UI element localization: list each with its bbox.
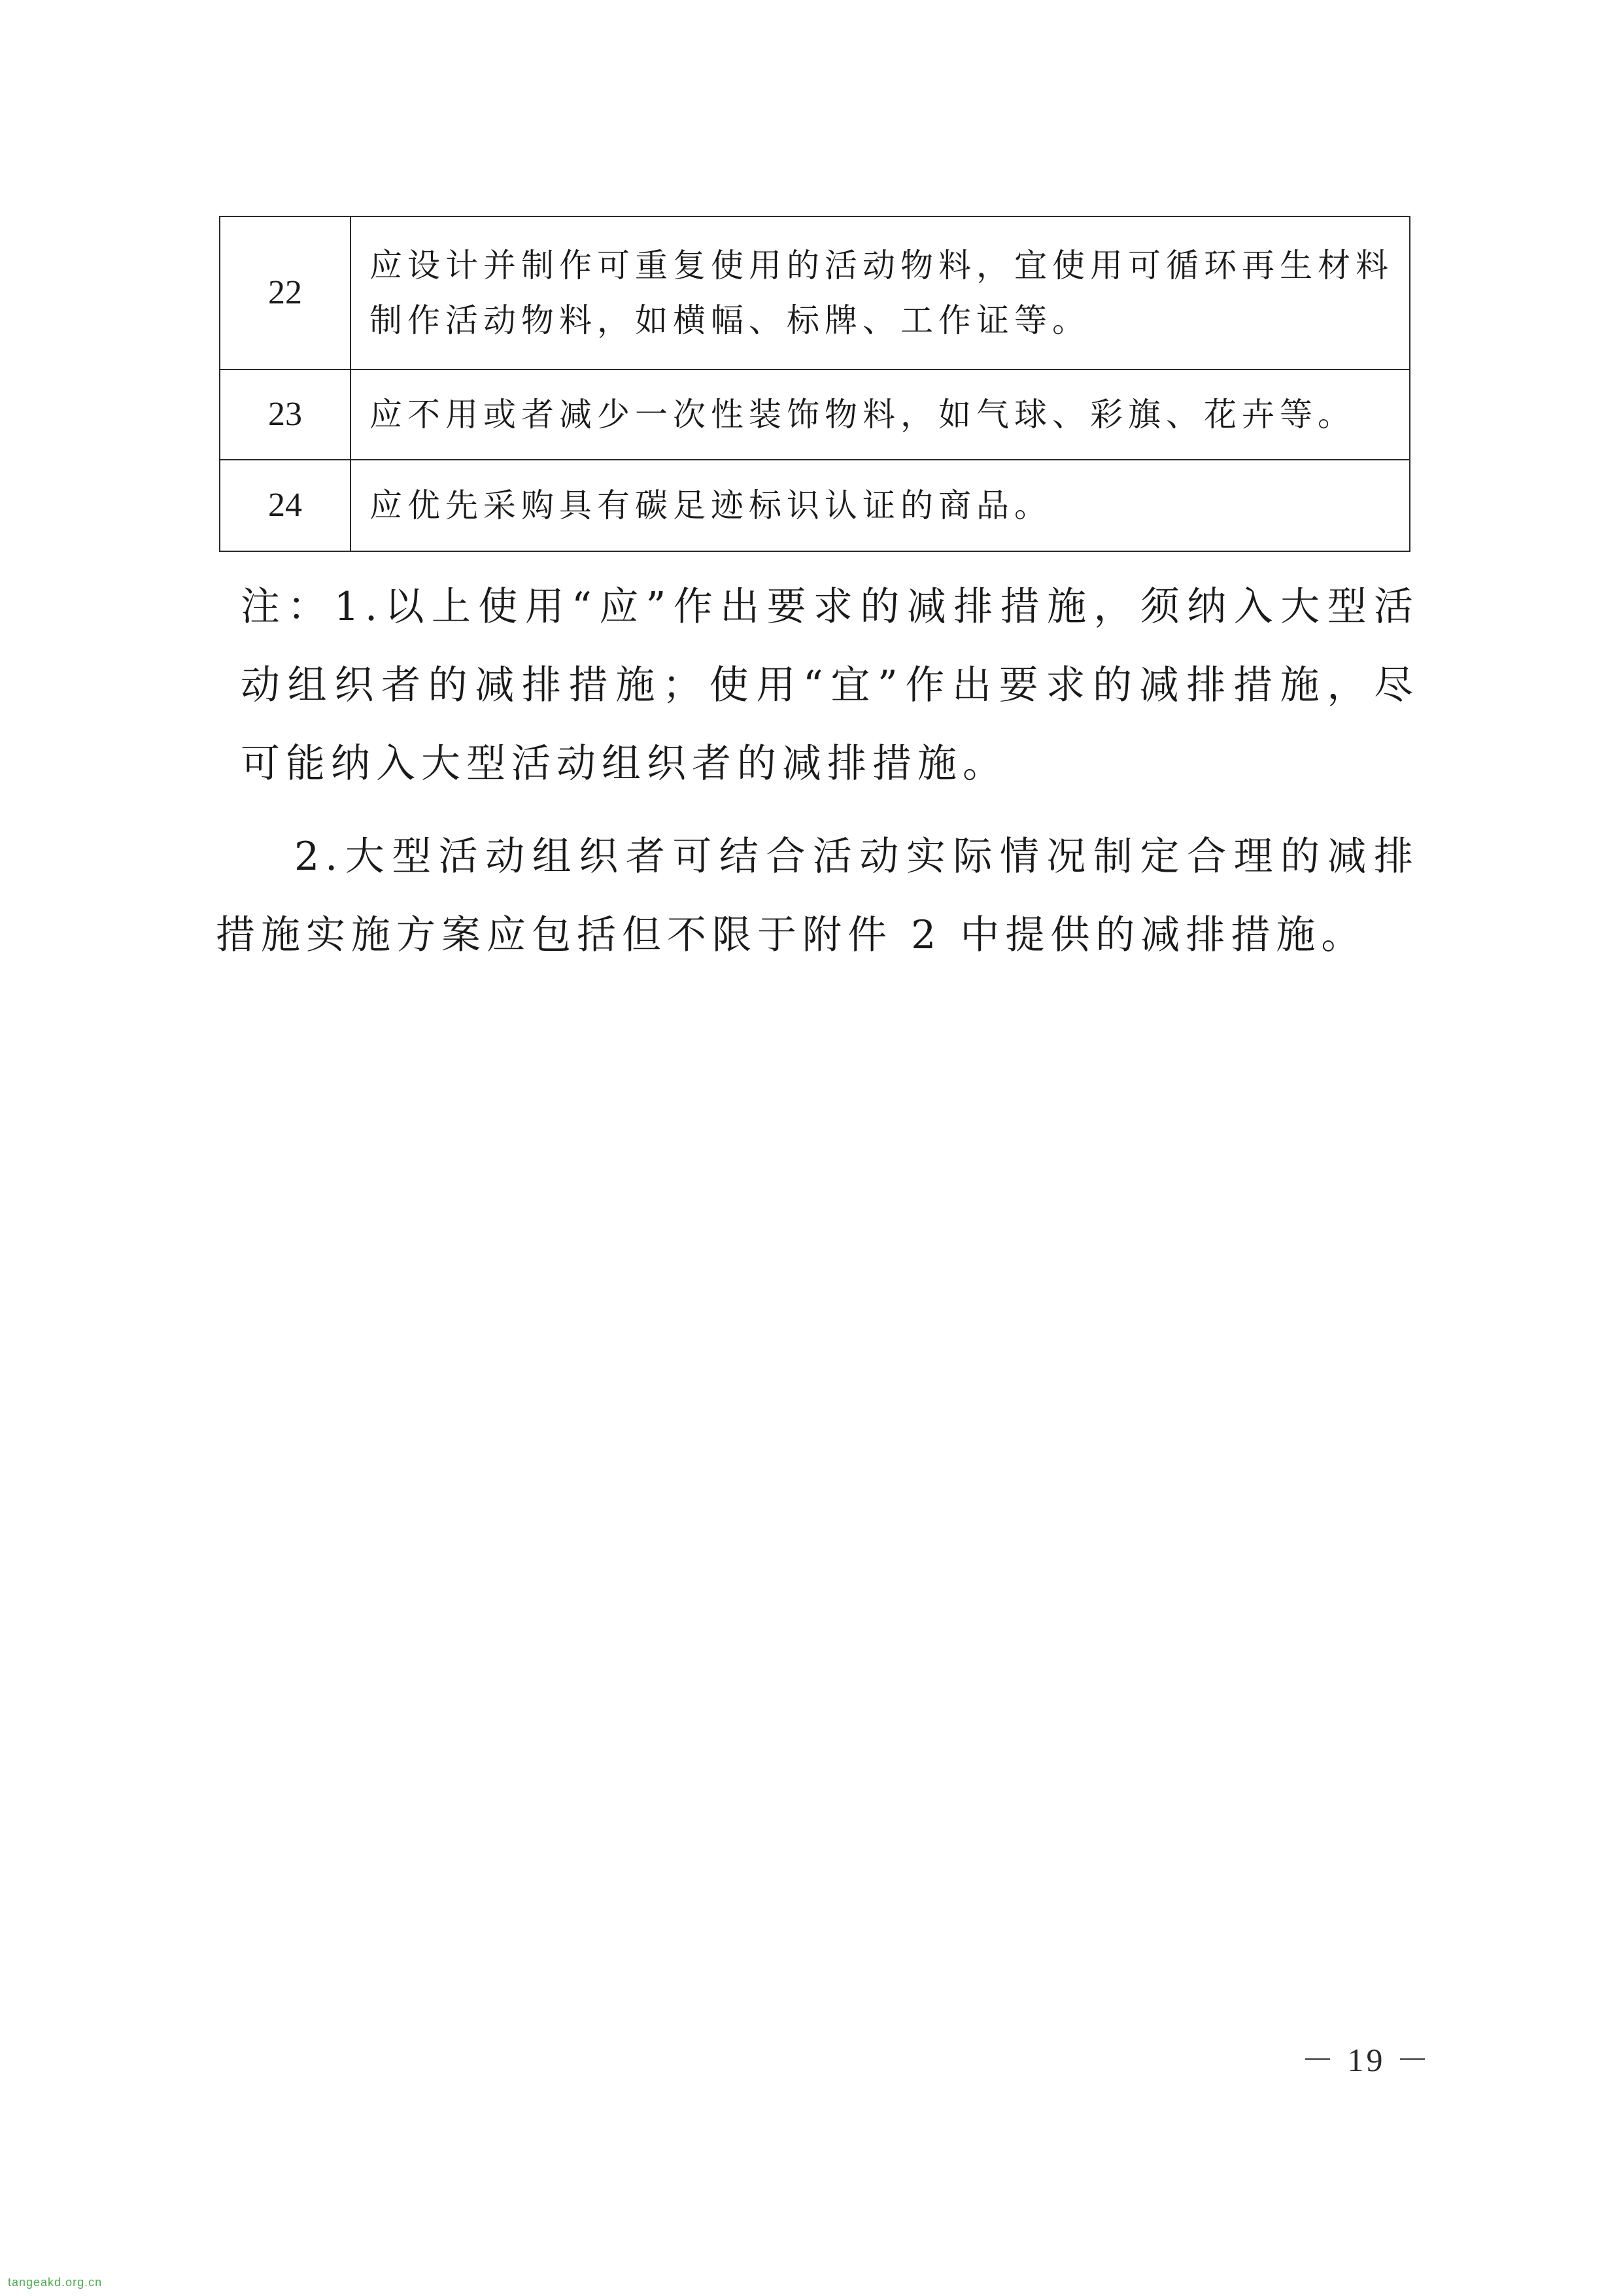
- row-number: 23: [220, 369, 350, 460]
- row-number: 24: [220, 460, 350, 551]
- row-number: 22: [220, 216, 350, 369]
- notes-section: [216, 568, 1419, 974]
- row-text: 应设计并制作可重复使用的活动物料，宜使用可循环再生材料制作活动物料，如横幅、标牌、工作证等。: [350, 216, 1410, 369]
- page-number: － 19 －: [1301, 2042, 1431, 2078]
- watermark: tangeakd.org.cn: [8, 2276, 103, 2289]
- note-2: 2.大型活动组织者可结合活动实际情况制定合理的减排措施实施方案应包括但不限于附件 2 中提供的减排措施。: [216, 834, 1419, 958]
- row-text: 应不用或者减少一次性装饰物料，如气球、彩旗、花卉等。: [350, 369, 1410, 460]
- table-row: [220, 369, 1410, 460]
- row-text: 应优先采购具有碳足迹标识认证的商品。: [350, 460, 1410, 551]
- table-row: [220, 216, 1410, 369]
- emission-measures-table: [219, 216, 1410, 552]
- note-1: 注：1.以上使用“应”作出要求的减排措施，须纳入大型活动组织者的减排措施；使用“宜”作出要求的减排措施，尽可能纳入大型活动组织者的减排措施。: [241, 584, 1419, 787]
- table-row: [220, 460, 1410, 551]
